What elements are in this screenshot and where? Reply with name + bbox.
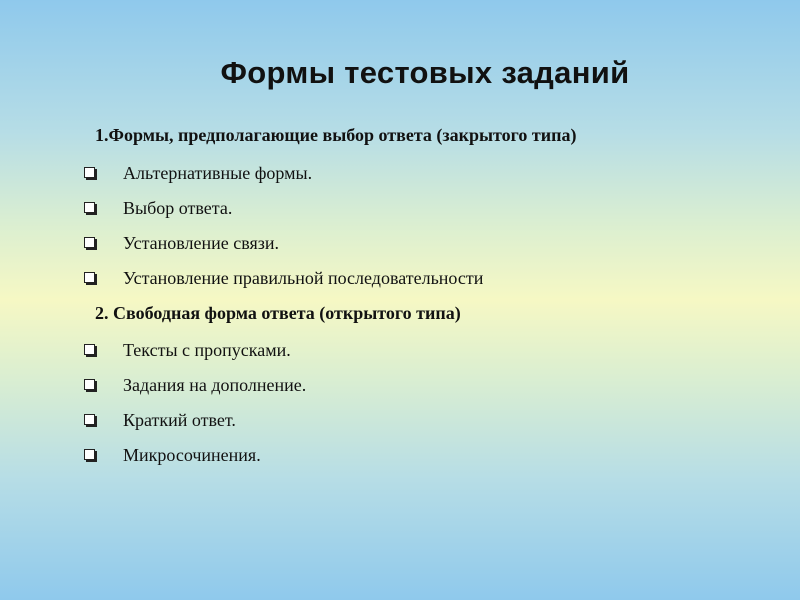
list-item: Микросочинения.	[123, 445, 261, 465]
checkbox-bullet-icon	[84, 167, 95, 178]
checkbox-bullet-icon	[84, 449, 95, 460]
checkbox-bullet-icon	[84, 379, 95, 390]
section-heading-closed: 1.Формы, предполагающие выбор ответа (закрытого типа)	[95, 125, 577, 145]
list-item: Краткий ответ.	[123, 410, 236, 430]
checkbox-bullet-icon	[84, 414, 95, 425]
checkbox-bullet-icon	[84, 202, 95, 213]
section-heading-open: 2. Свободная форма ответа (открытого типа)	[95, 303, 461, 323]
checkbox-bullet-icon	[84, 344, 95, 355]
list-item: Тексты с пропусками.	[123, 340, 291, 360]
list-item: Установление правильной последовательности	[123, 268, 484, 288]
list-item: Альтернативные формы.	[123, 163, 313, 183]
checkbox-bullet-icon	[84, 237, 95, 248]
list-item: Установление связи.	[123, 233, 280, 253]
slide-title: Формы тестовых заданий	[220, 55, 630, 90]
list-item: Выбор ответа.	[123, 198, 233, 218]
checkbox-bullet-icon	[84, 272, 95, 283]
list-item: Задания на дополнение.	[123, 375, 307, 395]
